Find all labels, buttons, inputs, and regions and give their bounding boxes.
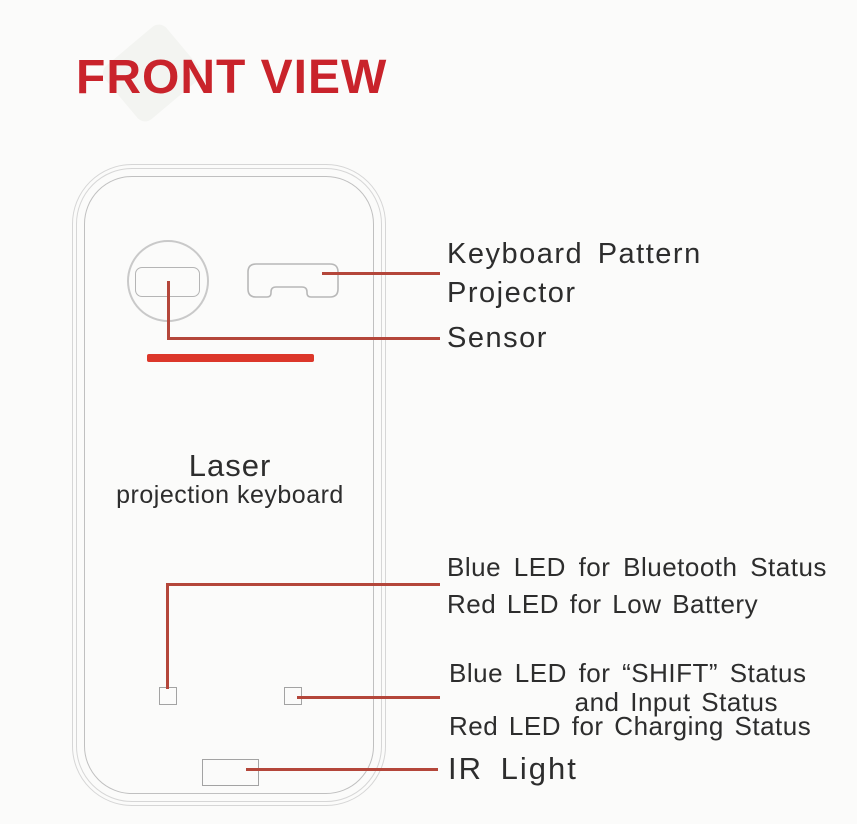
label-red-led-charging: Red LED for Charging Status xyxy=(449,711,812,741)
leader-line-bluetooth-horizontal xyxy=(166,583,440,586)
sensor-red-bar xyxy=(147,354,314,362)
label-sensor: Sensor xyxy=(447,322,548,354)
leader-line-sensor-horizontal xyxy=(167,337,440,340)
label-projector-line2: Projector xyxy=(447,277,577,309)
leader-line-bluetooth-vertical xyxy=(166,583,169,689)
device-caption-line2: projection keyboard xyxy=(116,481,344,509)
leader-line-projector xyxy=(322,272,440,275)
leader-line-shift-led xyxy=(297,696,440,699)
label-blue-led-bluetooth: Blue LED for Bluetooth Status xyxy=(447,552,827,582)
device-caption xyxy=(84,450,376,509)
label-red-led-low-battery: Red LED for Low Battery xyxy=(447,589,759,619)
device-caption-line1: Laser xyxy=(188,448,272,483)
leader-line-ir-light xyxy=(246,768,438,771)
led-bluetooth-battery xyxy=(159,687,177,705)
keyboard-pattern-projector-shape xyxy=(245,261,341,305)
page-title: FRONT VIEW xyxy=(76,51,388,104)
label-input-status: and Input Status xyxy=(574,687,778,717)
ir-light-window xyxy=(202,759,259,786)
label-projector-line1: Keyboard Pattern xyxy=(447,238,702,270)
label-keyboard-pattern-projector xyxy=(447,235,702,313)
label-blue-led-shift: Blue LED for “SHIFT” Status xyxy=(449,658,807,688)
label-ir-light: IR Light xyxy=(448,751,578,786)
leader-line-sensor-vertical xyxy=(167,281,170,340)
